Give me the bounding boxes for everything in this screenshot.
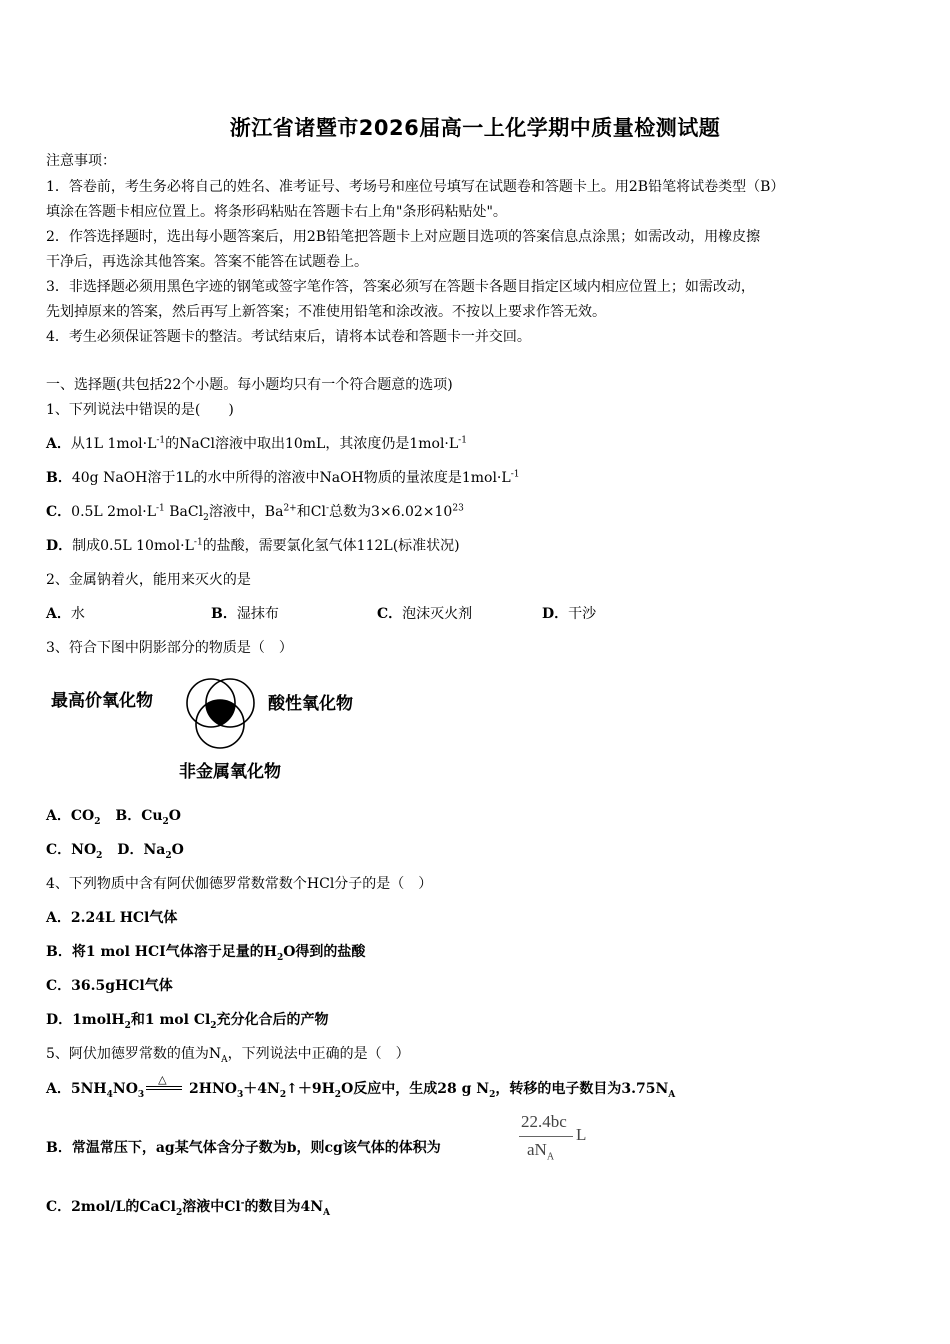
q5-option-b: B．常温常压下，ag某气体含分子数为b，则cg该气体的体积为: [46, 1140, 441, 1156]
fraction-bar: [519, 1136, 573, 1137]
fraction-unit: L: [576, 1125, 587, 1144]
notice-line: 3．非选择题必须用黑色字迹的钢笔或签字笔作答，答案必须写在答题卡各题目指定区域内相应位置上；如需改动，: [46, 279, 755, 295]
q2-option-b: B．湿抹布: [211, 606, 279, 622]
q4-option-d: D．1molH$_2$和1 mol $Cl_2$充分化合后的产物: [46, 1012, 329, 1031]
q2-option-c: C．泡沫灭火剂: [377, 606, 473, 622]
venn-label-right: 酸性氧化物: [268, 694, 353, 714]
q3-options-row-2: C．$NO_2$ D．$Na_2O$: [46, 842, 184, 861]
notice-heading: 注意事项：: [46, 153, 116, 169]
q2-option-a: A．水: [46, 606, 85, 622]
section-heading: 一、选择题(共包括22个小题。每小题均只有一个符合题意的选项): [46, 377, 453, 393]
venn-diagram: [176, 676, 266, 756]
q5-option-a: A．$5NH_4NO_3$ △ $2HNO_3+4N_2↑+9H_2O$反应中，生成28 g $N_2$，转移的电子数目为$3.75N_A$: [46, 1073, 676, 1100]
q2-option-d: D．干沙: [542, 606, 597, 622]
fraction-denominator: $aN_A$: [527, 1140, 555, 1163]
q5-option-c: C．2mol/L的CaCl$_2$溶液中Cl-的数目为$4N_A$: [46, 1198, 331, 1218]
question-4-stem: 4、下列物质中含有阿伏伽德罗常数常数个HCl分子的是（ ）: [46, 876, 433, 892]
q4-option-c: C．36.5gHCl气体: [46, 978, 173, 994]
q1-option-c: C．0.5L $2mol\cdot L^{-1}$ BaCl$_2$溶液中，$Ba^{2+}$和Cl-总数为$3\times 6.02\times 10^{23}$: [46, 503, 464, 523]
notice-line: 先划掉原来的答案，然后再写上新答案；不准使用铅笔和涂改液。不按以上要求作答无效。: [46, 304, 606, 320]
q4-option-a: A．2.24L HCl气体: [46, 910, 178, 926]
notice-line: 1．答卷前，考生务必将自己的姓名、准考证号、考场号和座位号填写在试题卷和答题卡上。用2B铅笔将试卷类型（B）: [46, 179, 785, 195]
venn-label-left: 最高价氧化物: [51, 691, 153, 711]
notice-line: 2．作答选择题时，选出每小题答案后，用2B铅笔把答题卡上对应题目选项的答案信息点涂黑；如需改动，用橡皮擦: [46, 229, 761, 245]
question-2-stem: 2、金属钠着火，能用来灭火的是: [46, 572, 251, 588]
q1-option-d: D．制成0.5L $10mol\cdot L^{-1}$的盐酸，需要氯化氢气体112L(标准状况): [46, 537, 460, 554]
q3-options-row-1: A．$CO_2$ B．$Cu_2O$: [46, 808, 181, 827]
venn-label-bottom: 非金属氧化物: [179, 762, 281, 782]
volume-fraction: [517, 1112, 587, 1164]
q1-option-b: B．40g NaOH溶于1L的水中所得的溶液中NaOH物质的量浓度是$1mol\cdot L^{-1}$: [46, 469, 520, 486]
q1-option-a: A．从1L $1mol\cdot L^{-1}$的NaCl溶液中取出10mL，其浓度仍是$1mol\cdot L^{-1}$: [46, 435, 467, 452]
q4-option-b: B．将1 mol HCI气体溶于足量的$H_2O$得到的盐酸: [46, 944, 366, 963]
notice-line: 4．考生必须保证答题卡的整洁。考试结束后，请将本试卷和答题卡一并交回。: [46, 329, 531, 345]
notice-line: 填涂在答题卡相应位置上。将条形码粘贴在答题卡右上角"条形码粘贴处"。: [46, 204, 507, 220]
fraction-numerator: 22.4bc: [521, 1112, 567, 1131]
q2-options: [46, 605, 746, 623]
question-3-stem: 3、符合下图中阴影部分的物质是（ ）: [46, 640, 293, 656]
question-1-stem: 1、下列说法中错误的是( ): [46, 402, 234, 418]
question-5-stem: 5、阿伏加德罗常数的值为$N_A$，下列说法中正确的是（ ）: [46, 1046, 410, 1065]
page-title: 浙江省诸暨市2026届高一上化学期中质量检测试题: [229, 116, 721, 140]
reaction-arrow: △: [146, 1082, 182, 1096]
notice-line: 干净后，再选涂其他答案。答案不能答在试题卷上。: [46, 254, 368, 270]
